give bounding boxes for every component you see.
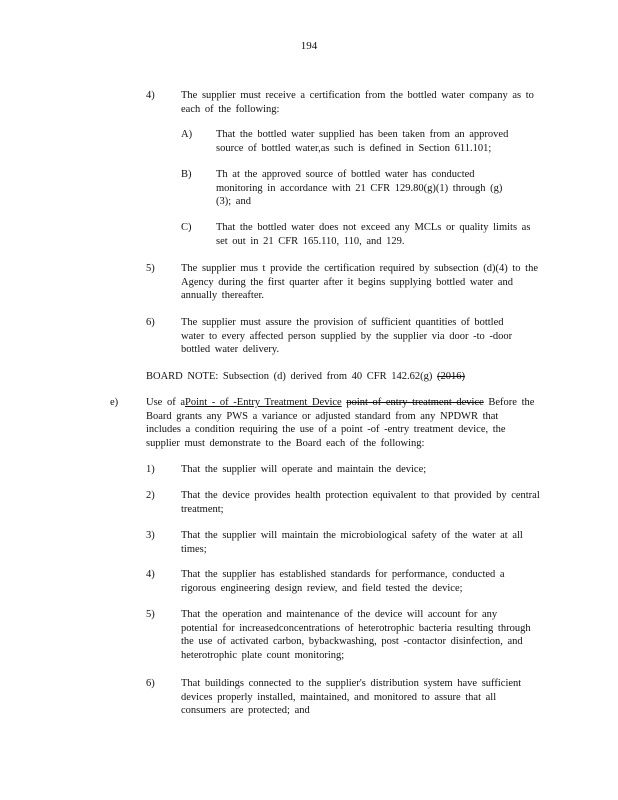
section-e-label: e) [110, 397, 119, 408]
section-e-intro-text: Before the Board grants any PWS a variance or adjusted standard from any NPDWR that includes a condition requiring the use of a point -of -entry treatment device, the supplier must demonstrate to the Board each of the following: [146, 397, 535, 449]
board-note-text: BOARD NOTE: Subsection (d) derived from 40 CFR 142.62(g) [146, 371, 433, 382]
subitem-text: That the bottled water supplied has been taken from an approved source of bottled water,as such is defined in Section 611.101; [216, 129, 509, 154]
section-e-heading-prefix: Use of a [146, 397, 185, 408]
item-label: 6) [146, 678, 155, 689]
item-text: That buildings connected to the supplier's distribution system have sufficient devices properly installed, maintained, and monitored to assure that all consumers are protected; and [181, 678, 522, 717]
section-e-intro [146, 396, 536, 450]
section-e-heading-struck: point of entry treatment device [346, 397, 484, 408]
item-text: That the supplier will maintain the microbiological safety of the water at all times; [181, 530, 523, 555]
subitem-text: Th at the approved source of bottled water has conducted monitoring in accordance with 21 CFR 129.80(g)(1) through (g)(3); and [216, 169, 503, 208]
item-label: 1) [146, 464, 155, 475]
board-note-struck: (2016) [436, 371, 465, 382]
item-label: 6) [146, 317, 155, 328]
item-text: The supplier must receive a certification from the bottled water company as to each of the following: [181, 90, 534, 115]
page-number: 194 [300, 40, 318, 52]
item-label: 3) [146, 530, 155, 541]
board-note [146, 370, 566, 384]
item-text: The supplier mus t provide the certification required by subsection (d)(4) to the Agency during the first quarter after it begins supplying bottled water and annually thereafter. [181, 263, 538, 302]
item-label: 4) [146, 90, 155, 101]
subitem-label: C) [181, 222, 192, 233]
subitem-text: That the bottled water does not exceed any MCLs or quality limits as set out in 21 CFR 165.110, 110, and 129. [216, 222, 531, 247]
item-text: The supplier must assure the provision of sufficient quantities of bottled water to every affected person supplied by the supplier via door -to -door bottled water delivery. [181, 317, 513, 356]
subitem-label: A) [181, 129, 193, 140]
item-label: 5) [146, 609, 155, 620]
item-label: 4) [146, 569, 155, 580]
item-text: That the device provides health protection equivalent to that provided by central treatment; [181, 490, 540, 515]
item-text: That the supplier has established standards for performance, conducted a rigorous engineering design review, and field tested the device; [181, 569, 505, 594]
section-e-heading-inserted: Point - of -Entry Treatment Device [185, 397, 342, 408]
item-text: That the operation and maintenance of the device will account for any potential for increasedconcentrations of heterotrophic bacteria resulting through the use of activated carbon, bybackwashing, post -contactor disinfection, and heterotrophic plate count monitoring; [181, 609, 531, 661]
item-label: 5) [146, 263, 155, 274]
item-text: That the supplier will operate and maintain the device; [181, 464, 427, 475]
item-label: 2) [146, 490, 155, 501]
subitem-label: B) [181, 169, 192, 180]
